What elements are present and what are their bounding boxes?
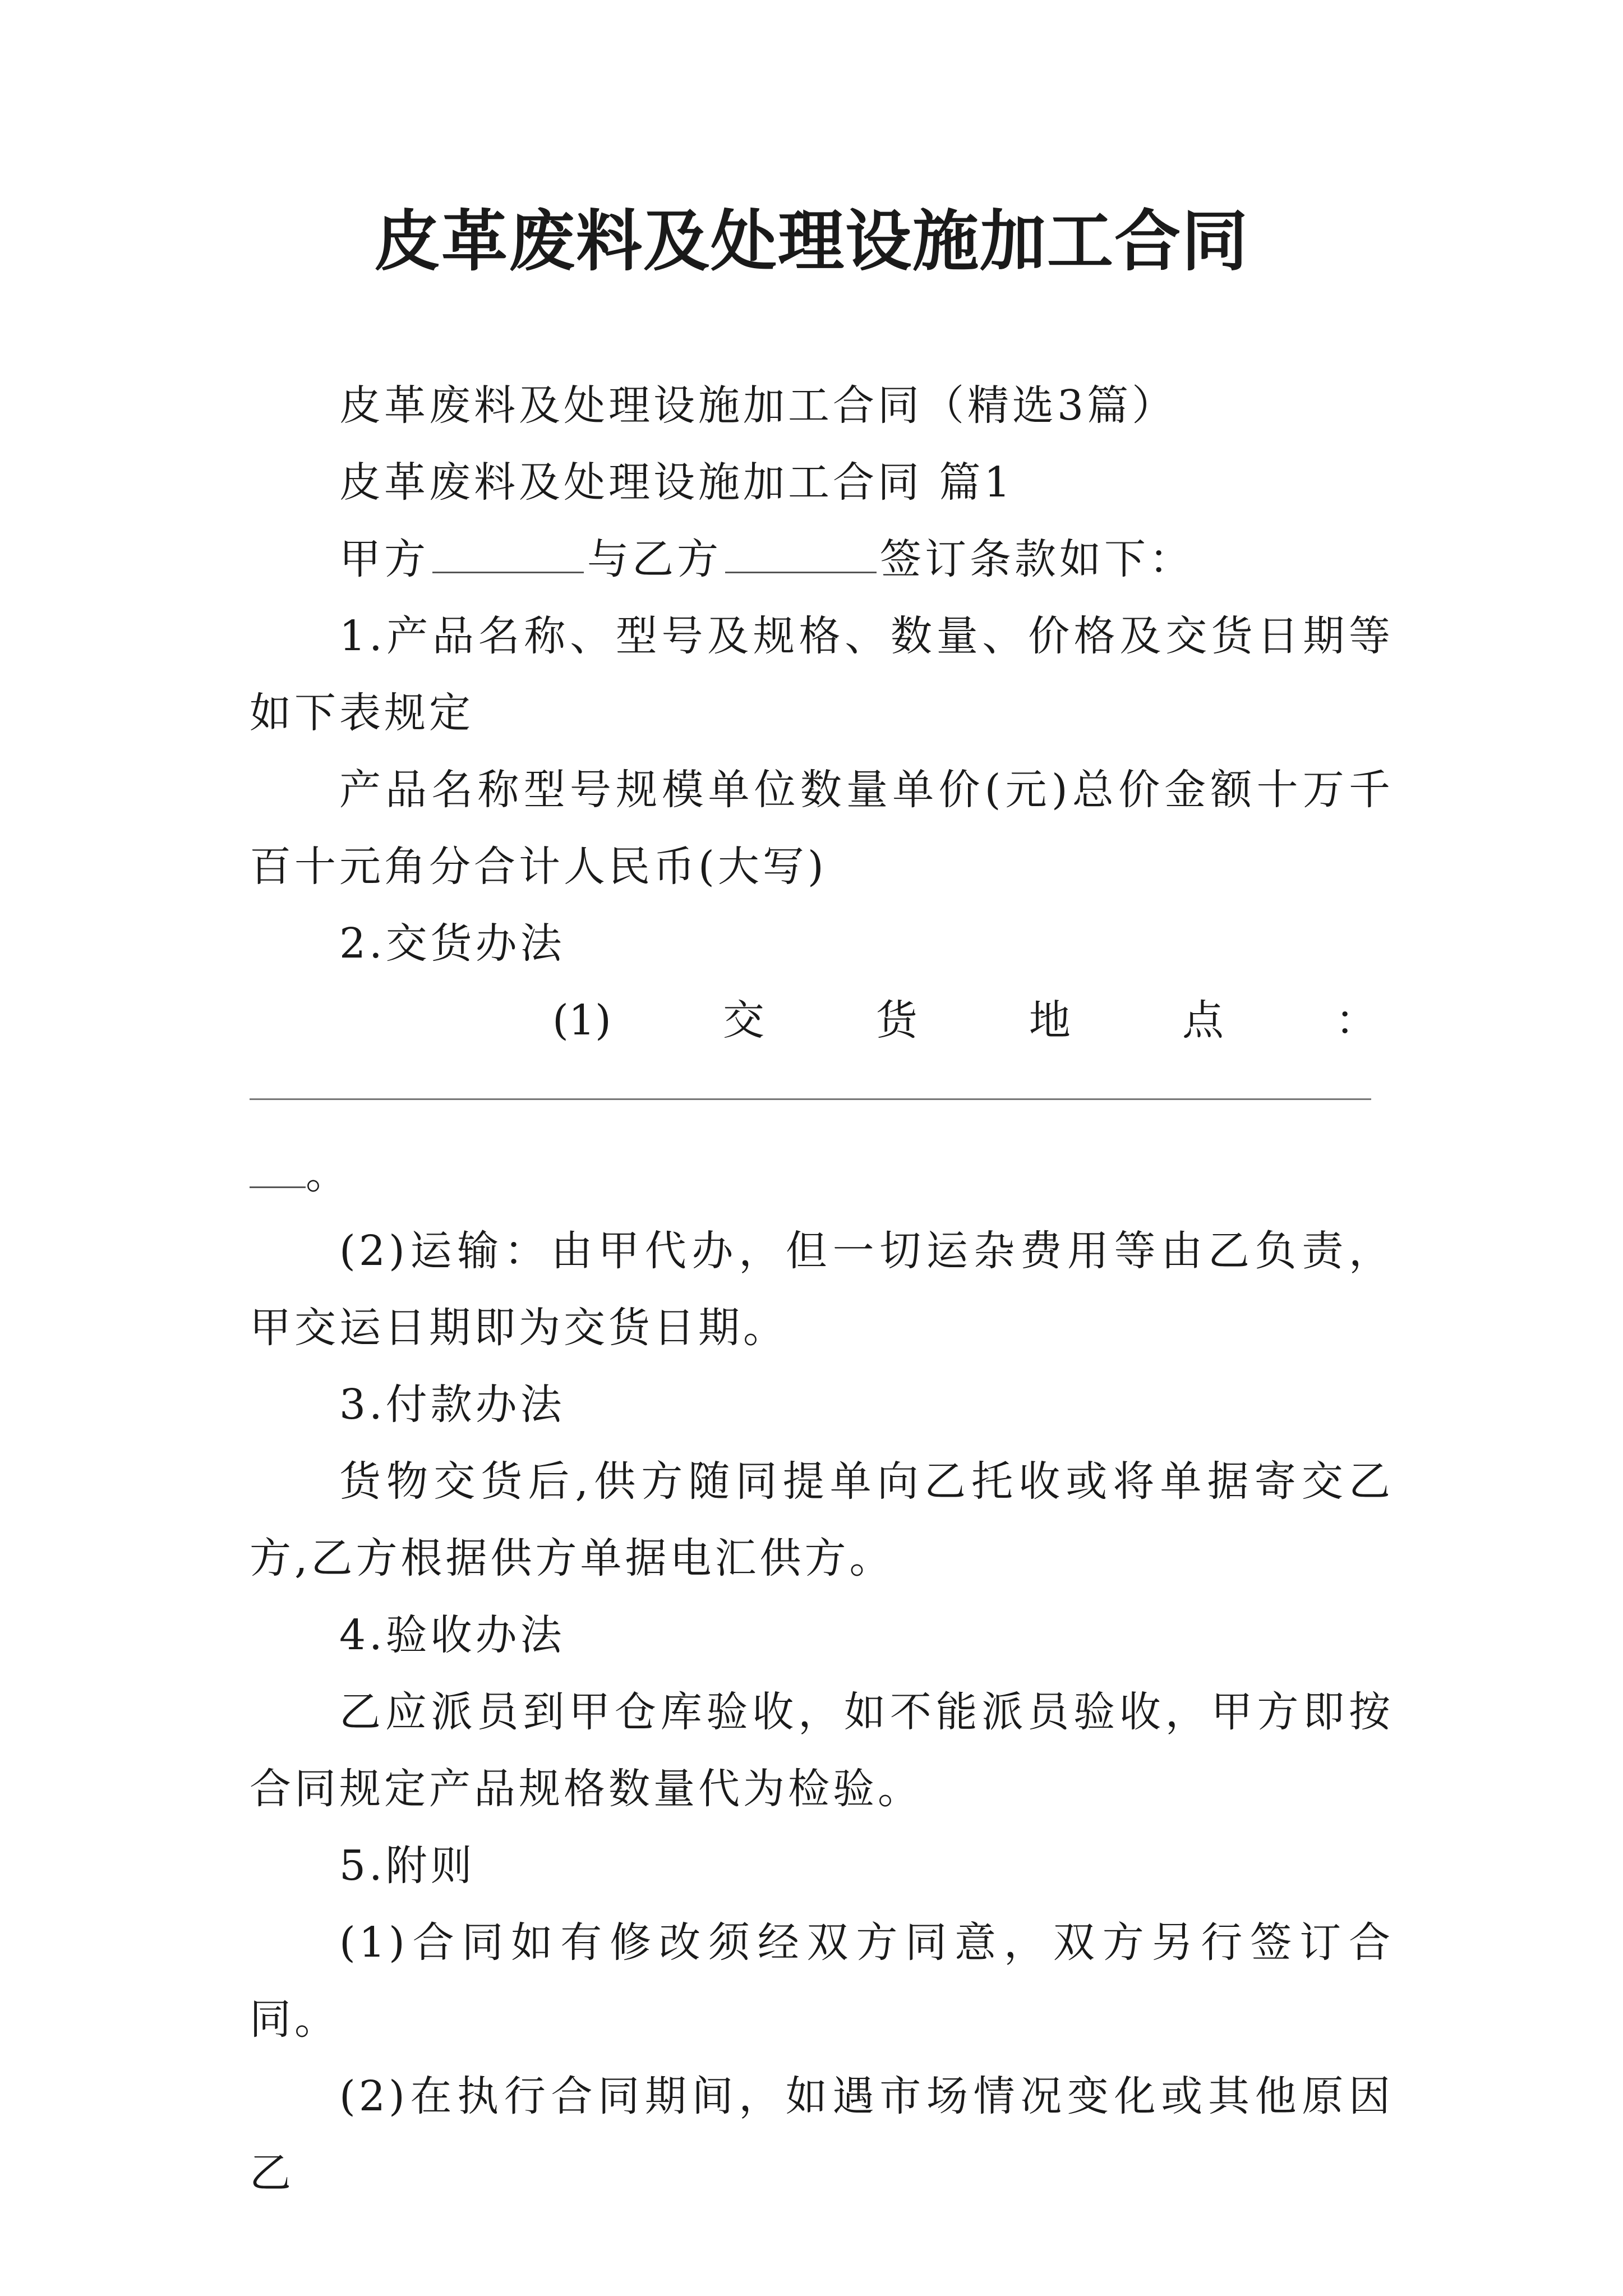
delivery-place-item: (1) (552, 996, 611, 1045)
parties-line (250, 521, 1394, 598)
clause-1: 1.产品名称、型号及规格、数量、价格及交货日期等如下表规定 (250, 612, 1394, 737)
clause-1-table: 产品名称型号规模单位数量单价(元)总价金额十万千百十元角分合计人民币(大写) (250, 766, 1394, 891)
fill-in-line (250, 1098, 1371, 1100)
party-connector: 与乙方 (587, 535, 722, 583)
subtitle: 皮革废料及处理设施加工合同（精选3篇） (339, 381, 1177, 430)
short-blank (250, 1145, 306, 1188)
delivery-place-line (250, 982, 1394, 1059)
party-b-blank (725, 530, 877, 573)
transport-clause: (2)运输：由甲代办，但一切运杂费用等由乙负责，甲交运日期即为交货日期。 (250, 1227, 1394, 1352)
delivery-place-end-mark: 。 (306, 1150, 351, 1198)
delivery-place-item: ： (1335, 996, 1377, 1045)
parties-tail: 签订条款如下： (880, 535, 1194, 583)
clause-2: 2.交货办法 (339, 919, 565, 968)
clause-4: 4.验收办法 (339, 1611, 565, 1659)
clause-5: 5.附则 (339, 1842, 476, 1890)
acceptance-clause: 乙应派员到甲仓库验收，如不能派员验收，甲方即按合同规定产品规格数量代为检验。 (250, 1688, 1394, 1813)
delivery-place-item: 点 (1182, 996, 1224, 1045)
article-heading: 皮革废料及处理设施加工合同 篇1 (339, 458, 1014, 507)
page-title: 皮革废料及处理设施加工合同 (374, 202, 1249, 280)
delivery-place-end (250, 1136, 1394, 1213)
clause-3: 3.付款办法 (339, 1381, 565, 1429)
party-a-blank (432, 530, 584, 573)
delivery-place-item: 地 (1029, 996, 1071, 1045)
delivery-place-item: 交 (722, 996, 764, 1045)
delivery-place-blank (250, 1059, 1394, 1136)
document-body (250, 367, 1394, 2212)
rule-2: (2)在执行合同期间，如遇市场情况变化或其他原因乙 (250, 2072, 1394, 2197)
rule-1: (1)合同如有修改须经双方同意，双方另行签订合同。 (250, 1918, 1394, 2044)
payment-clause: 货物交货后,供方随同提单向乙托收或将单据寄交乙方,乙方根据供方单据电汇供方。 (250, 1457, 1394, 1582)
party-a-label: 甲方 (339, 535, 429, 583)
delivery-place-item: 货 (875, 996, 917, 1045)
